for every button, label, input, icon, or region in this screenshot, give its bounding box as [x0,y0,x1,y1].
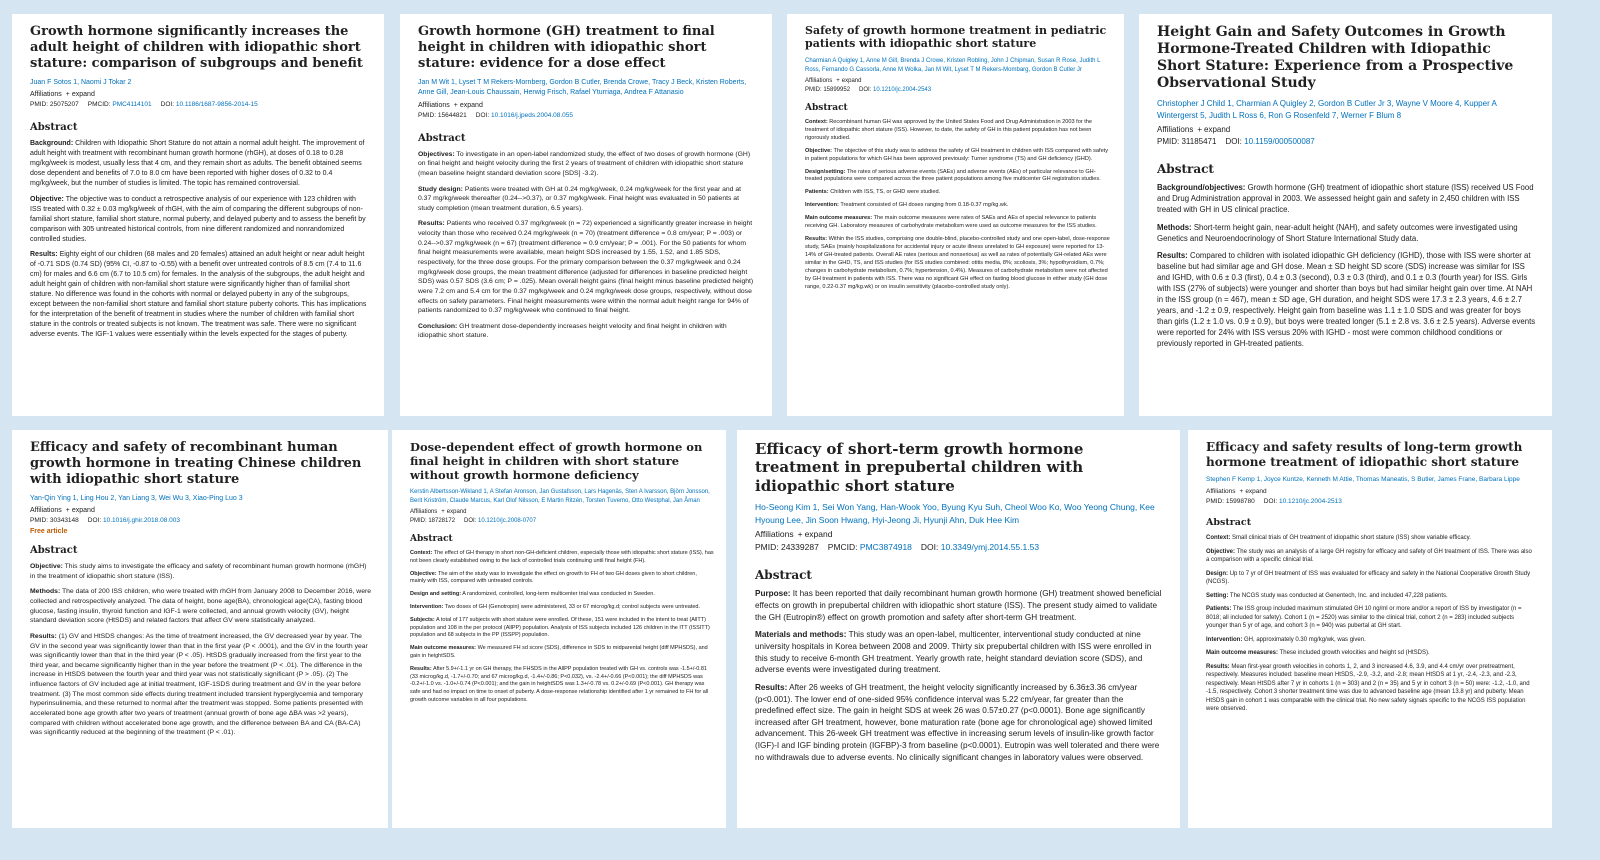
pmcid-link[interactable]: PMC4114101 [112,101,152,109]
author-list[interactable]: Jan M Wit 1, Lyset T M Rekers-Mornberg, Gordon B Cutler, Brenda Crowe, Tracy J Beck, Kristen Roberts, Anne Gill, Jean-Louis Chaussain, Herwig Frisch, Rafael Yturriaga, Andrea F Attanasio [418,78,747,97]
section-label: Objective: [30,195,64,203]
section-label: Results: [805,236,828,243]
section-text: This study aims to investigate the efficacy and safety of recombinant human growth hormone (rhGH) in the treatment of idiopathic short stature (ISS). [30,563,367,580]
pmcid-link[interactable]: PMC3874918 [859,542,912,553]
abstract-section [30,562,372,581]
article-title[interactable]: Growth hormone significantly increases the adult height of children with idiopathic short stature: comparison of subgroups and benefit [30,24,363,71]
section-text: GH, approximately 0.30 mg/kg/wk, was given. [1244,636,1366,643]
section-text: This study was an open-label, multicenter, interventional study conducted at nine university hospitals in Korea between 2008 and 2009. Thirty six prepubertal children with ISS were enrolled in this study to receive 6-month GH treatment. Yearly growth rate, height standard deviation score (SDS), and adverse events were investigated during treatment. [755,630,1152,675]
article-card-3 [787,14,1124,416]
section-label: Intervention: [1206,636,1243,643]
section-label: Patients: [1206,606,1232,613]
article-card-5 [12,430,388,828]
section-text: After 5.9+/-1.1 yr on GH therapy, the FHSDS in the AllPP population treated with GH vs. controls was -1.5+/-0.81 (33 microg/kg.d, -1.7+/-0.70; and 67 microg/kg.d, -1.4+/-0.86; P<0.032), vs. -2.4+/-0.66 (P<0.001); the diff MPHSDS was -0.2+/-1.0 vs. -1.0+/-0.74 (P<0.001); and the gain in heightSDS was 1.3+/-0.78 vs. 0.2+/-0.69 (P<0.001). GH therapy was safe and had no impact on time to onset of puberty. A dose-response relationship identified after 1 yr remained to FH for all growth outcome variables in all four populations. [410,665,709,703]
abstract-section [418,185,756,214]
section-text: The ISS group included maximum stimulated GH 10 ng/ml or more and/or a report of ISS by investigator (n = 8018; all included for safety). Cohort 1 (n = 2520) was similar to the clinical trial, cohort 2 (n = 283) included subjects younger than 5 yr of age, and cohort 3 (n = 940) was pubertal at GH start. [1206,606,1522,630]
abstract-section [805,148,1112,164]
abstract-heading: Abstract [30,122,78,134]
section-label: Main outcome measures: [805,215,873,222]
section-label: Objective: [1206,548,1236,555]
plus-icon: + [65,91,70,99]
abstract-section [418,322,756,341]
section-label: Results: [755,682,788,692]
affiliations-toggle[interactable] [410,509,714,515]
plus-icon: + [441,509,445,516]
abstract-section [1206,605,1536,631]
affiliations-toggle[interactable] [30,91,368,98]
section-text: Growth hormone (GH) treatment of idiopathic short stature (ISS) received US Food and Drug Administration approval in 2003. We assessed height gain and safety in 2,450 children with ISS treated with GH in US clinical practice. [1157,183,1534,215]
identifier-row [410,518,714,524]
section-text: The study was an analysis of a large GH registry for efficacy and safety of GH treatment of ISS. There was also a comparison with a specific clinical trial. [1206,548,1532,564]
pmid: PMID: 30343148 [30,517,79,525]
section-label: Intervention: [410,604,444,611]
abstract-section [1206,570,1536,587]
article-title[interactable]: Growth hormone (GH) treatment to final height in children with idiopathic short stature: evidence for a dose effect [418,24,715,71]
abstract-section [418,150,756,179]
plus-icon: + [453,101,458,109]
pmid: PMID: 15644821 [418,111,467,119]
plus-icon: + [1239,488,1244,495]
article-card-1 [12,14,384,416]
abstract-section [805,189,1112,197]
section-label: Results: [418,220,445,228]
affiliations-label: Affiliations [30,507,62,515]
abstract-section [1206,534,1536,543]
section-label: Results: [1206,663,1230,670]
section-label: Methods: [1157,222,1192,232]
abstract-heading: Abstract [1206,517,1252,528]
author-list[interactable]: Christopher J Child 1, Charmian A Quigley 2, Gordon B Cutler Jr 3, Wayne V Moore 4, Kupper A Wintergerst 5, Judith L Ross 6, Ron G Rosenfeld 7, Werner F Blum 8 [1157,99,1497,121]
author-list[interactable]: Charmian A Quigley 1, Anne M Gill, Brenda J Crowe, Kristen Robling, John J Chipman, Susan R Rose, Judith L Ross, Fernando G Cassorla, Anne M Wolka, Jan M Wit, Lyset T M Rekers-Mombarg, Gordon B Cutler Jr [805,57,1101,73]
abstract-section [410,604,714,612]
section-label: Objective: [30,563,63,571]
abstract-section [1206,548,1536,565]
doi-label: DOI: [464,518,477,525]
expand-label: expand [71,91,95,99]
section-label: Results: [1157,250,1188,260]
expand-label: expand [459,101,483,109]
article-card-4 [1139,14,1552,416]
abstract-section [418,219,756,315]
abstract-section [755,629,1164,676]
abstract-section [30,632,372,738]
abstract-section [1206,649,1536,658]
section-label: Study design: [418,185,463,193]
section-label: Materials and methods: [755,630,847,640]
abstract-section [30,139,368,189]
abstract-section [410,645,714,661]
section-label: Results: [30,251,58,259]
section-label: Setting: [1206,592,1229,599]
section-text: The main outcome measures were rates of SAEs and AEs of special relevance to patients receiving GH. Laboratory measures of carbohydrate metabolism were used as outcome measures for the ISS studies. [805,215,1097,230]
plus-icon: + [1197,125,1202,135]
section-text: We measured FH sd score (SDS), difference in SDS to midparental height (diff MPHSDS), and gain in heightSDS. [410,645,708,660]
abstract-section [805,119,1112,143]
doi-label: DOI: [475,111,490,119]
abstract-section [30,195,368,245]
section-label: Design and setting: [410,591,462,598]
doi-link[interactable]: 10.1210/jc.2004-2543 [873,86,932,93]
article-title[interactable]: Safety of growth hormone treatment in pediatric patients with idiopathic short stature [805,24,1107,51]
section-label: Context: [1206,535,1231,541]
abstract-section [410,571,714,587]
section-text: GH treatment dose-dependently increases height velocity and final height in children with idiopathic short stature. [418,322,727,340]
doi-label: DOI: [160,101,175,109]
abstract-section [1206,636,1536,645]
abstract-heading: Abstract [30,545,78,557]
section-text: Two doses of GH (Genotropin) were administered, 33 or 67 microg/kg.d; control subjects were untreated. [444,604,701,611]
affiliations-label: Affiliations [1157,125,1194,135]
identifier-row [805,87,1112,93]
affiliations-toggle[interactable] [418,102,756,109]
pmid: PMID: 24339287 [755,542,819,553]
identifier-row [1157,137,1536,146]
article-title[interactable]: Efficacy and safety of recombinant human growth hormone in treating Chinese children with idiopathic short stature [30,440,362,487]
section-text: These included growth velocities and height sd (HtSDS). [1279,650,1430,657]
pmid: PMID: 15899952 [805,86,851,93]
section-text: It has been reported that daily recombinant human growth hormone (GH) treatment showed beneficial effects on growth in prepubertal children with idiopathic short stature (ISS). The present study aimed to validate the GH (Eutropin®) effect on growth promotion and safety after short-term GH treatment. [755,589,1162,622]
expand-label: expand [841,77,862,84]
doi-label: DOI: [1263,498,1278,505]
pmid: PMID: 15998780 [1206,498,1255,505]
section-label: Objective: [805,147,833,154]
section-text: The objective of this study was to address the safety of GH treatment in children with ISS compared with safety in patient populations for which GH has been approved previously: Turner syndrome (TS) and GH deficiency (GHD). [805,147,1109,162]
expand-label: expand [71,507,95,515]
abstract-section [805,202,1112,210]
article-card-2 [400,14,772,416]
expand-label: expand [1204,125,1231,135]
abstract-section [1157,222,1536,244]
section-label: Conclusion: [418,322,458,330]
abstract-section [30,587,372,626]
section-text: Short-term height gain, near-adult height (NAH), and safety outcomes were investigated using Genetics and Neuroendocrinology of Short Stature International Study data. [1157,222,1518,243]
expand-label: expand [1245,488,1267,495]
doi-link[interactable]: 10.1210/jc.2008-0707 [478,518,537,525]
section-label: Objective: [410,570,437,577]
section-label: Purpose: [755,589,791,599]
section-text: The objective was to conduct a retrospective analysis of our experience with 123 children with ISS treated with 0.32 ± 0.03 mg/kg/week of rhGH, with the aim of comparing the different subgroups of non-familial short stature, familial short stature, normal puberty, and delayed puberty and to assess the benefit by comparison with 305 untreated historical controls, from nine different randomized and nonrandomized controlled studies. [30,195,366,243]
doi-link[interactable]: 10.1186/1687-9856-2014-15 [175,101,258,109]
section-text: A randomized, controlled, long-term multicenter trial was conducted in Sweden. [462,591,655,598]
pmid: PMID: 18728172 [410,518,456,525]
affiliations-toggle[interactable] [805,78,1112,84]
expand-label: expand [804,529,833,540]
section-label: Background/objectives: [1157,183,1246,193]
abstract-section [1206,663,1536,714]
section-text: Children with Idiopathic Short Stature do not attain a normal adult height. The improvement of adult height with treatment with recombinant human growth hormone (rhGH), at doses of 0.18 to 0.28 mg/kg/week is modest, usually less that 4 cm, and they remain short as adults. The benefit obtained seems dose dependent and benefits of 7.0 to 8.0 cm have been reported with higher doses of 0.32 to 0.4 mg/kg/week, but the number of studies is limited. The topic has remained controversial. [30,140,365,187]
section-label: Patients: [805,189,829,196]
affiliations-label: Affiliations [418,101,450,109]
abstract-section [1157,250,1536,350]
identifier-row [30,517,372,524]
identifier-row [418,112,756,119]
section-text: To investigate in an open-label randomized study, the effect of two doses of growth hormone (GH) on final height and height velocity during the first 2 years of treatment of children with idiopathic short stature (mean baseline height standard deviation score [SDS] -3.2). [418,150,751,177]
doi-label: DOI: [859,86,872,93]
affiliations-label: Affiliations [30,91,62,99]
abstract-heading: Abstract [805,102,848,113]
section-text: The aim of the study was to investigate the effect on growth to FH of two GH doses given to short children, mainly with ISS, compared with untreated controls. [410,570,697,585]
section-label: Design/setting: [805,168,846,175]
author-list[interactable]: Ho-Seong Kim 1, Sei Won Yang, Han-Wook Yoo, Byung Kyu Suh, Cheol Woo Ko, Woo Yeong Chung, Kee Hyoung Lee, Jin Soon Hwang, Hyi-Jeong Ji, Hyunji Ahn, Duk Hee Kim [755,501,1155,525]
affiliations-toggle[interactable] [1206,488,1536,495]
pmid: PMID: 25075207 [30,101,79,109]
section-label: Background: [30,140,74,148]
expand-label: expand [446,509,467,516]
section-text: Compared to children with isolated idiopathic GH deficiency (IGHD), those with ISS were shorter at baseline but had similar age and GH dose. Mean ± SD height SD score (SDS) increase was similar for ISS and IGHD, with 0.6 ± 0.3 (first), 0.4 ± 0.3 (second), 0.3 ± 0.3 (third), and 0.1 ± 0.3 (fourth year) for ISS. Girls with ISS (27% of subjects) were younger and shorter than boys but had similar height gain over time. At NAH in the ISS group (n = 467), mean ± SD age, GH duration, and height SDS were 17.3 ± 2.3 years, 4.6 ± 2.7 years, and -1.2 ± 0.9, respectively. Height gain from baseline was 1.1 ± 1.0 SDS and was greater for boys than girls (1.2 ± 1.0 vs. 0.9 ± 0.9), but boys were treated longer (5.1 ± 2.8 vs. 3.6 ± 2.5 years). Adverse events were reported for 24% with ISS versus 20% with IGHD - most were common childhood conditions or previously reported in GH-treated patients. [1157,250,1536,349]
abstract-heading: Abstract [755,568,812,583]
pmcid-label: PMCID: [827,542,858,553]
section-text: Children with ISS, TS, or GHD were studied. [830,189,941,196]
section-text: Within the ISS studies, comprising one double-blind, placebo-controlled study and one open-label, dose-response study, SAEs (mainly hospitalizations for accidental injury or acute illness unrelated to GH exposure) were reported for 13-14% of GH-treated patients. Overall AE rates (serious and nonserious) as well as rates of potentially GH-related AEs were similar in the GHD, TS, and ISS studies (for ISS studies combined: otitis media, 8%; scoliosis, 3%; hypothyroidism, 0.7%; changes in carbohydrate metabolism, 0.7%; hypertension, 0.4%). Measures of carbohydrate metabolism were not affected by GH treatment in patients with ISS. There was no significant GH effect on fasting blood glucose in either study (GH dose range, 0.22-0.37 mg/kg.wk) or on insulin sensitivity (placebo-controlled study only). [805,236,1110,290]
affiliations-label: Affiliations [410,509,438,516]
section-text: The effect of GH therapy in short non-GH-deficient children, especially those with idiopathic short stature (ISS), has not been clearly established owing to the lack of controlled trials continuing until final height (FH). [410,550,714,564]
section-text: Small clinical trials of GH treatment of idiopathic short stature (ISS) show variable efficacy. [1232,535,1471,541]
abstract-section [755,588,1164,623]
section-label: Main outcome measures: [410,645,477,652]
section-label: Context: [805,118,828,125]
plus-icon: + [836,77,840,84]
section-label: Objectives: [418,150,455,158]
abstract-section [1157,182,1536,215]
doi-link[interactable]: 10.1016/j.jpeds.2004.08.055 [490,111,574,119]
author-list[interactable]: Kerstin Albertsson-Wikland 1, A Stefan Aronson, Jan Gustafsson, Lars Hagenäs, Sten A Ivarsson, Björn Jonsson, Berit Kriström, Claude Marcus, Karl Olof Nilsson, E Martin Ritzén, Torsten Tuvemo, Otto Westphal, Jan Åman [410,489,710,505]
section-text: Treatment consisted of GH doses ranging from 0.18-0.37 mg/kg.wk. [840,202,1009,209]
article-title[interactable]: Efficacy and safety results of long-term growth hormone treatment of idiopathic short stature [1206,440,1523,469]
section-label: Context: [410,550,433,557]
doi-link[interactable]: 10.1016/j.ghir.2018.08.003 [102,517,180,525]
affiliations-toggle[interactable] [1157,125,1536,134]
doi-link[interactable]: 10.1159/000500087 [1244,137,1315,147]
abstract-section [755,682,1164,763]
identifier-row [755,542,1164,552]
abstract-heading: Abstract [410,534,453,545]
abstract-section [805,169,1112,185]
section-text: Mean first-year growth velocities in cohorts 1, 2, and 3 increased 4.6, 3.9, and 4.4 cm/yr over pretreatment, respectively. Measures included: baseline mean HtSDS, -2.9, -3.2, and -2.8; mean HtSDS at 1 yr, -2.4, -2.3, and -2.3, respectively. Mean HtSDS after 7 yr in cohorts 1 (n = 303) and 2 (n = 35) and 5 yr in cohort 3 (n = 50) were: -1.2, -1.0, and -1.5, respectively. Cohort 3 shorter treatment time was due to advanced baseline age (mean 13.8 yr) and puberty. Mean HtSDS gain in cohort 1 was comparable with the clinical trial. No new safety signals specific to the NCGS ISS population were observed. [1206,663,1530,713]
abstract-heading: Abstract [418,132,466,144]
abstract-section [805,236,1112,292]
affiliations-label: Affiliations [755,529,794,540]
abstract-section [410,617,714,640]
article-card-7 [737,430,1180,828]
section-text: A total of 177 subjects with short stature were enrolled. Of these, 151 were included in the intent to treat (AllTT) population and 108 in the per protocol (AllPP) population. Analysis of ISS subjects included 126 children in the ITT (ISSITT) population and 68 subjects in the PP (ISSPP) population. [410,616,710,639]
article-card-6 [392,430,726,828]
abstract-section [410,550,714,566]
affiliations-label: Affiliations [1206,488,1236,495]
section-text: Patients who received 0.37 mg/kg/week (n = 72) experienced a significantly greater increase in height velocity than those who received 0.24 mg/kg/week (n = 70) (treatment difference = 0.8 cm/year; P = .003) or 0.24-->0.37 mg/kg/week (n = 67) (treatment difference = 0.9 cm/year; P = .001). For the 50 patients for whom final height measurements were available, mean height SDS increased by 1.55, 1.52, and 1.85 SDS, respectively, for the three dose groups. For the primary comparison between the 0.37 mg/kg/week and 0.24 mg/kg/week dose groups, the mean treatment difference (adjusted for differences in baseline predicted height SDS) was 0.57 SDS (3.6 cm; P = .025). Mean overall height gains (final height minus baseline predicted height) were 7.2 cm and 5.4 cm for the 0.37 mg/kg/week and 0.24 mg/kg/week dose groups, respectively, without dose effects on safety parameters. Final height measurements were within the normal adult height range for 94% of patients randomized to 0.37 mg/kg/week who continued to final height. [418,220,754,315]
abstract-section [410,591,714,599]
affiliations-toggle[interactable] [755,529,1164,539]
plus-icon: + [797,529,803,540]
article-title[interactable]: Height Gain and Safety Outcomes in Growth Hormone-Treated Children with Idiopathic Short Stature: Experience from a Prospective Observational Study [1157,24,1514,92]
article-card-8 [1188,430,1552,828]
doi-link[interactable]: 10.1210/jc.2004-2513 [1278,498,1342,505]
section-text: Up to 7 yr of GH treatment of ISS was evaluated for efficacy and safety in the National Cooperative Growth Study (NCGS). [1206,570,1531,586]
section-text: The rates of serious adverse events (SAEs) and adverse events (AEs) of particular relevance to GH-treated populations were compared across the three patient populations among five multicenter GH registration studies. [805,168,1101,183]
section-text: (1) GV and HtSDS changes: As the time of treatment increased, the GV decreased year by year. The GV in the second year was significantly lower than that in the first year (P < .0001), and the GV in the fourth year was significantly lower than that in the third year (P < .05). HtSDS gradually increased from the first year to the third year, and became significantly higher than in the year before the treatment (P < .01). The difference in the increase in HtSDS between the fourth year and third year was not statistically significant (P > .05). (2) The influence factors of GV included age at initial treatment, IGF-1SDS during treatment and GV in the year before treatment. (3) The most common side effects during treatment included transient hyperglycemia and temporary hyperinsulinemia, and these returned to normal after the treatment was stopped. Some patients presented with accelerated bone age growth after two years of treatment (annual growth of bone age ΔBA was >2 years), compared with children without accelerated bone age growth, and the difference between BA and CA (BA-CA) was significantly reduced at the beginning of the treatment (P < .01). [30,632,368,737]
section-text: After 26 weeks of GH treatment, the height velocity significantly increased by 6.36±3.36 cm/year (p<0.001). The lower end of one-sided 95% confidence interval was 5.22 cm/year, far greater than the predefined effect size. The gain in height SDS at week 26 was 0.57±0.27 (p<0.0001). Bone age significantly increased after GH treatment, however, bone maturation rate (bone age for chronological age) showed limited advancement. This 26-week GH treatment was effective in increasing serum levels of insulin-like growth factor (IGF)-I and IGF binding protein (IGFBP)-3 from baseline (p<0.0001). Eutropin was well tolerated and there were no withdrawals due to adverse events. No clinically significant changes in laboratory values were observed. [755,682,1160,762]
section-text: The NCGS study was conducted at Genentech, Inc. and included 47,228 patients. [1229,592,1448,599]
article-title[interactable]: Efficacy of short-term growth hormone treatment in prepubertal children with idiopathic short stature [755,440,1084,495]
pmid: PMID: 31185471 [1157,137,1217,147]
doi-label: DOI: [1225,137,1242,147]
abstract-section [1206,592,1536,601]
pmcid-label: PMCID: [87,101,111,109]
article-title[interactable]: Dose-dependent effect of growth hormone on final height in children with short stature without growth hormone deficiency [410,440,703,483]
section-label: Subjects: [410,616,435,623]
doi-link[interactable]: 10.3349/ymj.2014.55.1.53 [940,542,1040,553]
author-list[interactable]: Yan-Qin Ying 1, Ling Hou 2, Yan Liang 3, Wei Wu 3, Xiao-Ping Luo 3 [30,494,243,502]
section-text: The data of 200 ISS children, who were treated with rhGH from January 2008 to December 2016, were collected and retrospectively analyzed. The data of height, bone age(BA), chronological age(CA), fasting blood glucose, fasting insulin, thyroid function and IGF-1 were collected, and annual growth velocity (GV), height standard deviation score (HtSDS) and related factors that affect GV were statistically analyzed. [30,588,372,625]
abstract-heading: Abstract [1157,162,1214,177]
identifier-row [1206,498,1536,505]
section-text: Recombinant human GH was approved by the United States Food and Drug Administration in 2003 for the treatment of idiopathic short stature (ISS). However, to date, the safety of GH in this patient population has not been rigorously studied. [805,118,1092,141]
abstract-section [805,215,1112,231]
abstract-section [30,250,368,339]
doi-label: DOI: [87,517,102,525]
affiliations-label: Affiliations [805,77,833,84]
doi-label: DOI: [920,542,939,553]
identifier-row [30,101,368,108]
free-article-badge[interactable]: Free article [30,528,68,536]
plus-icon: + [65,507,70,515]
section-text: Eighty eight of our children (68 males and 20 females) attained an adult height or near adult height of -0.71 SDS (0.74 SD) (95% CI, -0.87 to -0.55) with a benefit over untreated controls of 8.5 cm (7.4 to 11.6 cm) for males and 6.6 cm (6.7 to 10.5 cm) for females. In the analysis of the subgroups, the adult height and adult height gain of children with non-familial short stature were significantly higher than of familial short stature. No difference was found in the cohorts with normal or delayed puberty in any of the subgroups, except between the non-familial short stature and familial short stature puberty cohorts. This has implications for the interpretation of the benefit of treatment in studies where the number of children with familial short stature in the controls or treated subjects is not known. The treatment was safe. There were no significant adverse events. The IGF-1 values were essentially within the levels expected for the stages of puberty. [30,251,367,338]
section-label: Results: [410,665,432,672]
section-label: Design: [1206,570,1229,577]
abstract-section [410,666,714,705]
section-label: Results: [30,632,57,640]
author-list[interactable]: Juan F Sotos 1, Naomi J Tokar 2 [30,78,132,86]
affiliations-toggle[interactable] [30,507,372,514]
section-text: Patients were treated with GH at 0.24 mg/kg/week, 0.24 mg/kg/week for the first year and at 0.37 mg/kg/week thereafter (0.24-->0.37), or 0.37 mg/kg/week. Final height was evaluated in 50 patients at study completion (mean treatment duration, 6.5 years). [418,185,741,212]
author-list[interactable]: Stephen F Kemp 1, Joyce Kuntze, Kenneth M Attie, Thomas Maneatis, S Butler, James Frane, Barbara Lippe [1206,476,1520,484]
section-label: Main outcome measures: [1206,650,1279,657]
section-label: Methods: [30,588,61,596]
section-label: Intervention: [805,202,839,209]
